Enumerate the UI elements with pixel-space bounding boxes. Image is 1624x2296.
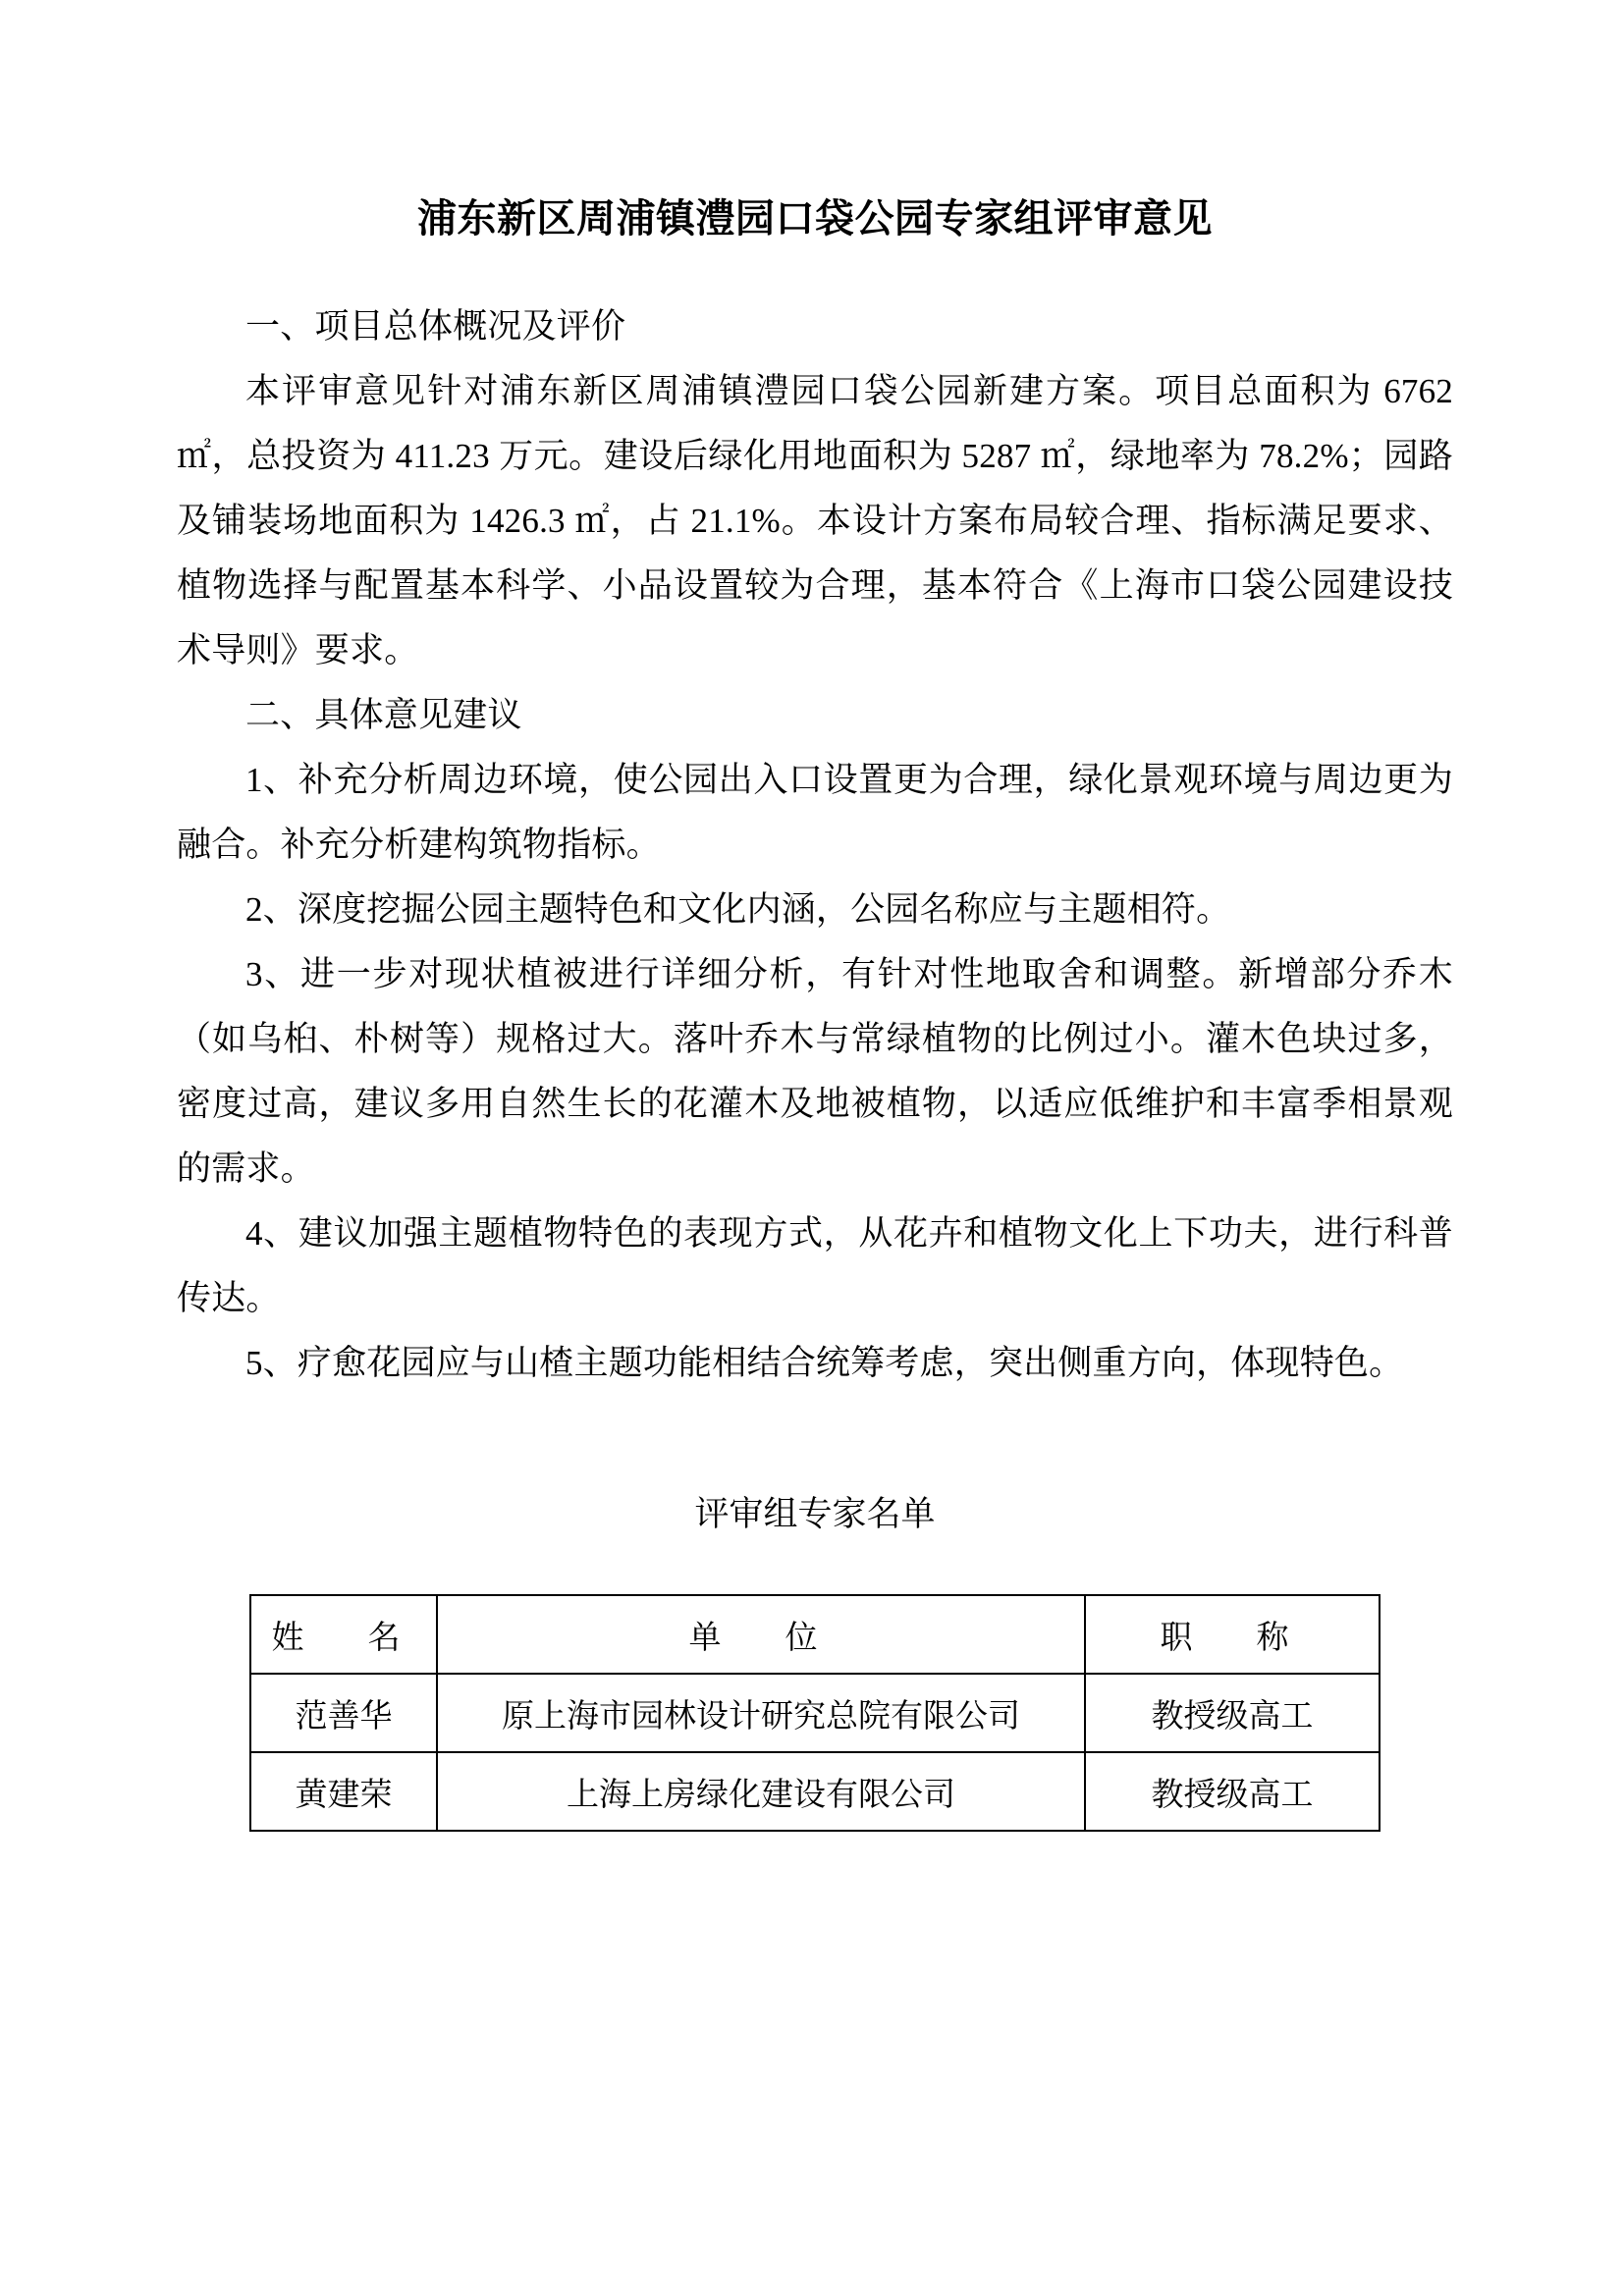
expert-organization: 原上海市园林设计研究总院有限公司 xyxy=(437,1674,1085,1752)
column-header-organization: 单 位 xyxy=(437,1595,1085,1674)
expert-list-table xyxy=(249,1594,1380,1832)
page-title: 浦东新区周浦镇澧园口袋公园专家组评审意见 xyxy=(417,197,1213,240)
document-body xyxy=(177,0,1453,1832)
recommendation-item-3: 3、进一步对现状植被进行详细分析，有针对性地取舍和调整。新增部分乔木（如乌桕、朴树等）规格过大。落叶乔木与常绿植物的比例过小。灌木色块过多，密度过高，建议多用自然生长的花灌木及地被植物，以适应低维护和丰富季相景观的需求。 xyxy=(177,955,1453,1188)
table-header-row xyxy=(250,1595,1380,1674)
table-row xyxy=(250,1752,1380,1831)
expert-name: 黄建荣 xyxy=(250,1752,437,1831)
expert-organization: 上海上房绿化建设有限公司 xyxy=(437,1752,1085,1831)
expert-title: 教授级高工 xyxy=(1085,1674,1380,1752)
section-1-paragraph-1: 本评审意见针对浦东新区周浦镇澧园口袋公园新建方案。项目总面积为 6762 ㎡，总投资为 411.23 万元。建设后绿化用地面积为 5287 ㎡，绿地率为 78.2%；园路及铺装场地面积为 1426.3 ㎡，占 21.1%。本设计方案布局较合理、指标满足要求、植物选择与配置基本科学、小品设置较为合理，基本符合《上海市口袋公园建设技术导则》要求。 xyxy=(177,372,1453,669)
expert-name: 范善华 xyxy=(250,1674,437,1752)
section-heading-2: 二、具体意见建议 xyxy=(245,696,522,734)
column-header-title: 职 称 xyxy=(1085,1595,1380,1674)
recommendation-item-1: 1、补充分析周边环境，使公园出入口设置更为合理，绿化景观环境与周边更为融合。补充分析建构筑物指标。 xyxy=(177,761,1453,864)
recommendation-item-2: 2、深度挖掘公园主题特色和文化内涵，公园名称应与主题相符。 xyxy=(245,890,1231,929)
expert-title: 教授级高工 xyxy=(1085,1752,1380,1831)
expert-list-title: 评审组专家名单 xyxy=(694,1495,936,1533)
recommendation-item-5: 5、疗愈花园应与山楂主题功能相结合统筹考虑，突出侧重方向，体现特色。 xyxy=(245,1344,1404,1382)
table-row xyxy=(250,1674,1380,1752)
column-header-name: 姓 名 xyxy=(250,1595,437,1674)
recommendation-item-4: 4、建议加强主题植物特色的表现方式，从花卉和植物文化上下功夫，进行科普传达。 xyxy=(177,1214,1453,1317)
section-heading-1: 一、项目总体概况及评价 xyxy=(245,307,626,346)
